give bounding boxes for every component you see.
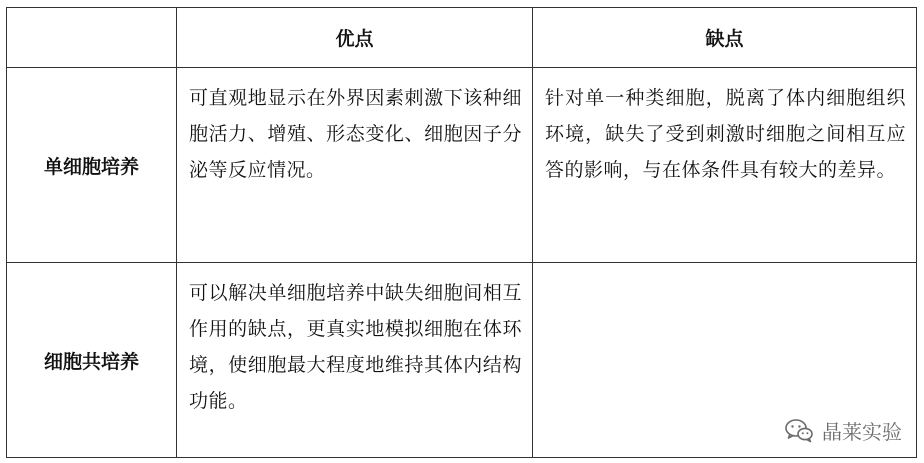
cell-advantage-text: 可直观地显示在外界因素刺激下该种细胞活力、增殖、形态变化、细胞因子分泌等反应情况。 bbox=[189, 87, 522, 181]
header-disadvantages: 缺点 bbox=[533, 8, 917, 68]
comparison-table bbox=[6, 7, 917, 458]
cell-disadvantage-text bbox=[533, 263, 916, 275]
row-label-single-cell-culture: 单细胞培养 bbox=[7, 68, 177, 263]
table-header-row bbox=[7, 8, 917, 68]
cell-advantage bbox=[177, 68, 533, 263]
cell-disadvantage-text: 针对单一种类细胞，脱离了体内细胞组织环境，缺失了受到刺激时细胞之间相互应答的影响，与在体条件具有较大的差异。 bbox=[545, 87, 906, 181]
row-label-co-culture: 细胞共培养 bbox=[7, 263, 177, 458]
header-advantages: 优点 bbox=[177, 8, 533, 68]
cell-disadvantage bbox=[533, 68, 917, 263]
cell-advantage bbox=[177, 263, 533, 458]
header-corner-cell bbox=[7, 8, 177, 68]
cell-advantage-text: 可以解决单细胞培养中缺失细胞间相互作用的缺点，更真实地模拟细胞在体环境，使细胞最大程度地维持其体内结构功能。 bbox=[189, 282, 522, 412]
wechat-icon bbox=[784, 418, 814, 444]
table-row bbox=[7, 263, 917, 458]
watermark bbox=[784, 416, 902, 445]
table-row bbox=[7, 68, 917, 263]
watermark-text: 晶莱实验 bbox=[822, 420, 902, 444]
